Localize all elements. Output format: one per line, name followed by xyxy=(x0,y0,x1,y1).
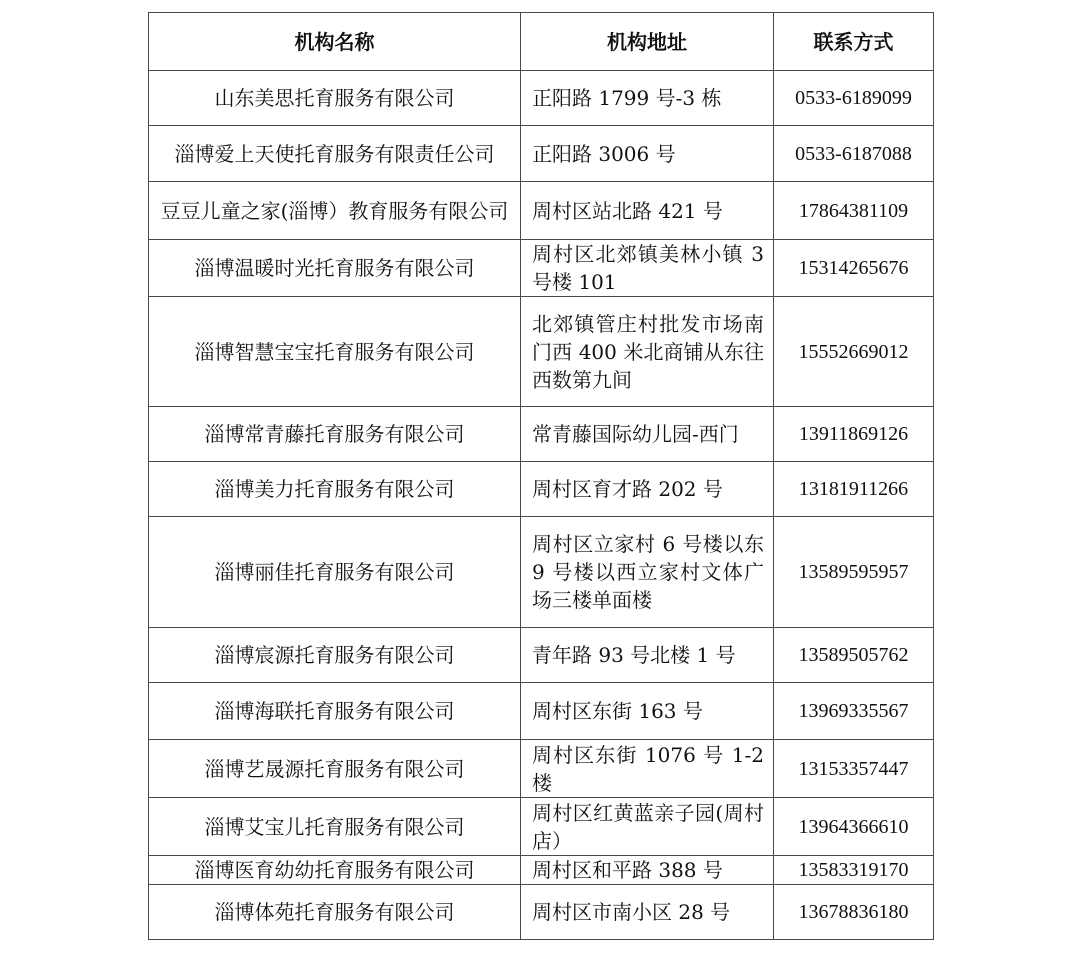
cell-address: 周村区市南小区 28 号 xyxy=(521,885,774,940)
cell-name: 淄博温暖时光托育服务有限公司 xyxy=(149,240,521,297)
cell-phone: 13678836180 xyxy=(774,885,934,940)
cell-address: 周村区红黄蓝亲子园(周村店） xyxy=(521,798,774,856)
cell-name: 淄博宸源托育服务有限公司 xyxy=(149,628,521,683)
cell-phone: 13181911266 xyxy=(774,462,934,517)
cell-address: 周村区站北路 421 号 xyxy=(521,182,774,240)
cell-phone: 0533-6189099 xyxy=(774,71,934,126)
cell-phone: 15314265676 xyxy=(774,240,934,297)
cell-phone: 13964366610 xyxy=(774,798,934,856)
table-row xyxy=(149,182,934,240)
table-row xyxy=(149,683,934,740)
cell-name: 淄博爱上天使托育服务有限责任公司 xyxy=(149,126,521,182)
cell-phone: 17864381109 xyxy=(774,182,934,240)
cell-phone: 13589505762 xyxy=(774,628,934,683)
cell-phone: 13969335567 xyxy=(774,683,934,740)
cell-name: 淄博艾宝儿托育服务有限公司 xyxy=(149,798,521,856)
cell-address: 周村区立家村 6 号楼以东 9 号楼以西立家村文体广场三楼单面楼 xyxy=(521,517,774,628)
table-row xyxy=(149,71,934,126)
cell-phone: 15552669012 xyxy=(774,297,934,407)
cell-phone: 13153357447 xyxy=(774,740,934,798)
header-phone: 联系方式 xyxy=(774,13,934,71)
cell-address: 青年路 93 号北楼 1 号 xyxy=(521,628,774,683)
table-row xyxy=(149,407,934,462)
cell-name: 淄博美力托育服务有限公司 xyxy=(149,462,521,517)
cell-phone: 0533-6187088 xyxy=(774,126,934,182)
table-row xyxy=(149,126,934,182)
cell-address: 北郊镇管庄村批发市场南门西 400 米北商铺从东往西数第九间 xyxy=(521,297,774,407)
table-header-row xyxy=(149,13,934,71)
cell-name: 淄博艺晟源托育服务有限公司 xyxy=(149,740,521,798)
cell-name: 淄博常青藤托育服务有限公司 xyxy=(149,407,521,462)
cell-address: 常青藤国际幼儿园-西门 xyxy=(521,407,774,462)
cell-name: 淄博体苑托育服务有限公司 xyxy=(149,885,521,940)
cell-name: 淄博海联托育服务有限公司 xyxy=(149,683,521,740)
institution-table xyxy=(148,12,934,940)
cell-phone: 13583319170 xyxy=(774,856,934,885)
header-address: 机构地址 xyxy=(521,13,774,71)
cell-address: 周村区东街 1076 号 1-2 楼 xyxy=(521,740,774,798)
table-row xyxy=(149,628,934,683)
cell-phone: 13589595957 xyxy=(774,517,934,628)
table-row xyxy=(149,462,934,517)
cell-name: 豆豆儿童之家(淄博）教育服务有限公司 xyxy=(149,182,521,240)
cell-name: 山东美思托育服务有限公司 xyxy=(149,71,521,126)
header-name: 机构名称 xyxy=(149,13,521,71)
cell-address: 正阳路 1799 号-3 栋 xyxy=(521,71,774,126)
table-row xyxy=(149,856,934,885)
cell-address: 周村区育才路 202 号 xyxy=(521,462,774,517)
cell-phone: 13911869126 xyxy=(774,407,934,462)
table-row xyxy=(149,240,934,297)
cell-address: 周村区东街 163 号 xyxy=(521,683,774,740)
cell-address: 周村区和平路 388 号 xyxy=(521,856,774,885)
cell-address: 正阳路 3006 号 xyxy=(521,126,774,182)
cell-address: 周村区北郊镇美林小镇 3 号楼 101 xyxy=(521,240,774,297)
table-row xyxy=(149,740,934,798)
cell-name: 淄博智慧宝宝托育服务有限公司 xyxy=(149,297,521,407)
table-row xyxy=(149,885,934,940)
table-row xyxy=(149,798,934,856)
table-row xyxy=(149,297,934,407)
table-row xyxy=(149,517,934,628)
cell-name: 淄博丽佳托育服务有限公司 xyxy=(149,517,521,628)
cell-name: 淄博医育幼幼托育服务有限公司 xyxy=(149,856,521,885)
